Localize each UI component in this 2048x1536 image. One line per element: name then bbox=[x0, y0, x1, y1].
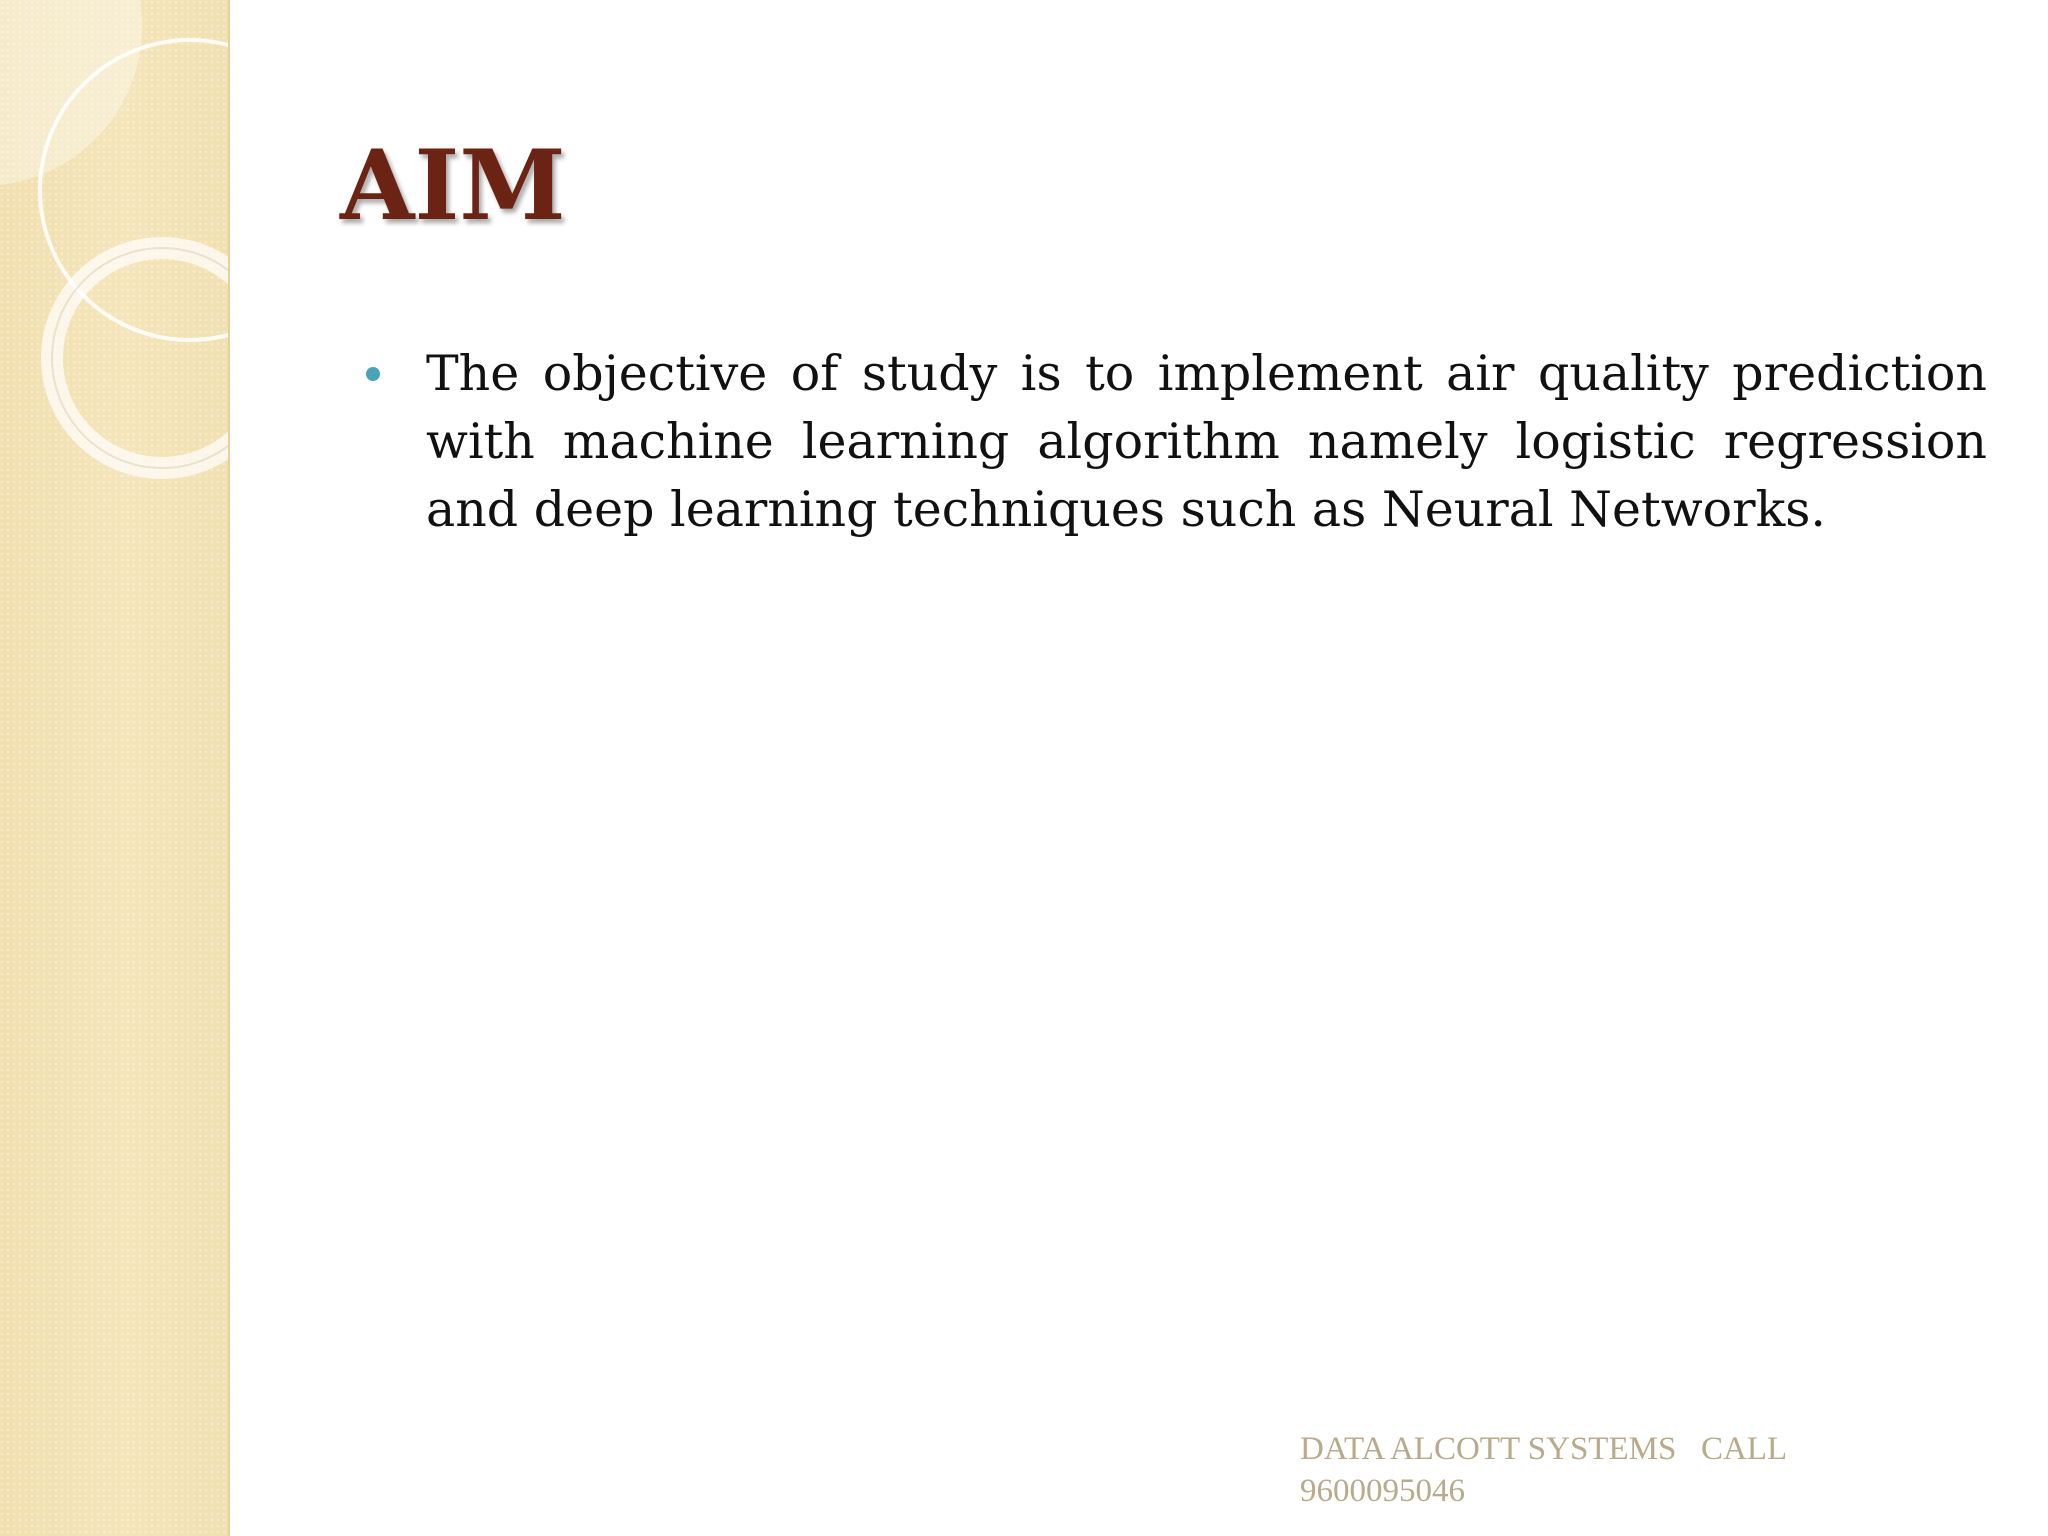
decorative-circles bbox=[0, 0, 228, 1536]
bullet-list bbox=[362, 340, 1987, 544]
corner-highlight bbox=[0, 0, 142, 185]
footer-contact: DATA ALCOTT SYSTEMS CALL 9600095046 bbox=[1300, 1431, 1795, 1509]
slide-title: AIM bbox=[340, 129, 566, 242]
small-ring bbox=[52, 248, 228, 468]
bullet-item bbox=[362, 340, 1987, 544]
bullet-dot-icon bbox=[366, 367, 380, 381]
decorative-sidebar bbox=[0, 0, 230, 1536]
bullet-text: The objective of study is to implement air quality prediction with machine learning algorithm namely logistic regression and deep learning techniques such as Neural Networks. bbox=[426, 345, 1987, 538]
